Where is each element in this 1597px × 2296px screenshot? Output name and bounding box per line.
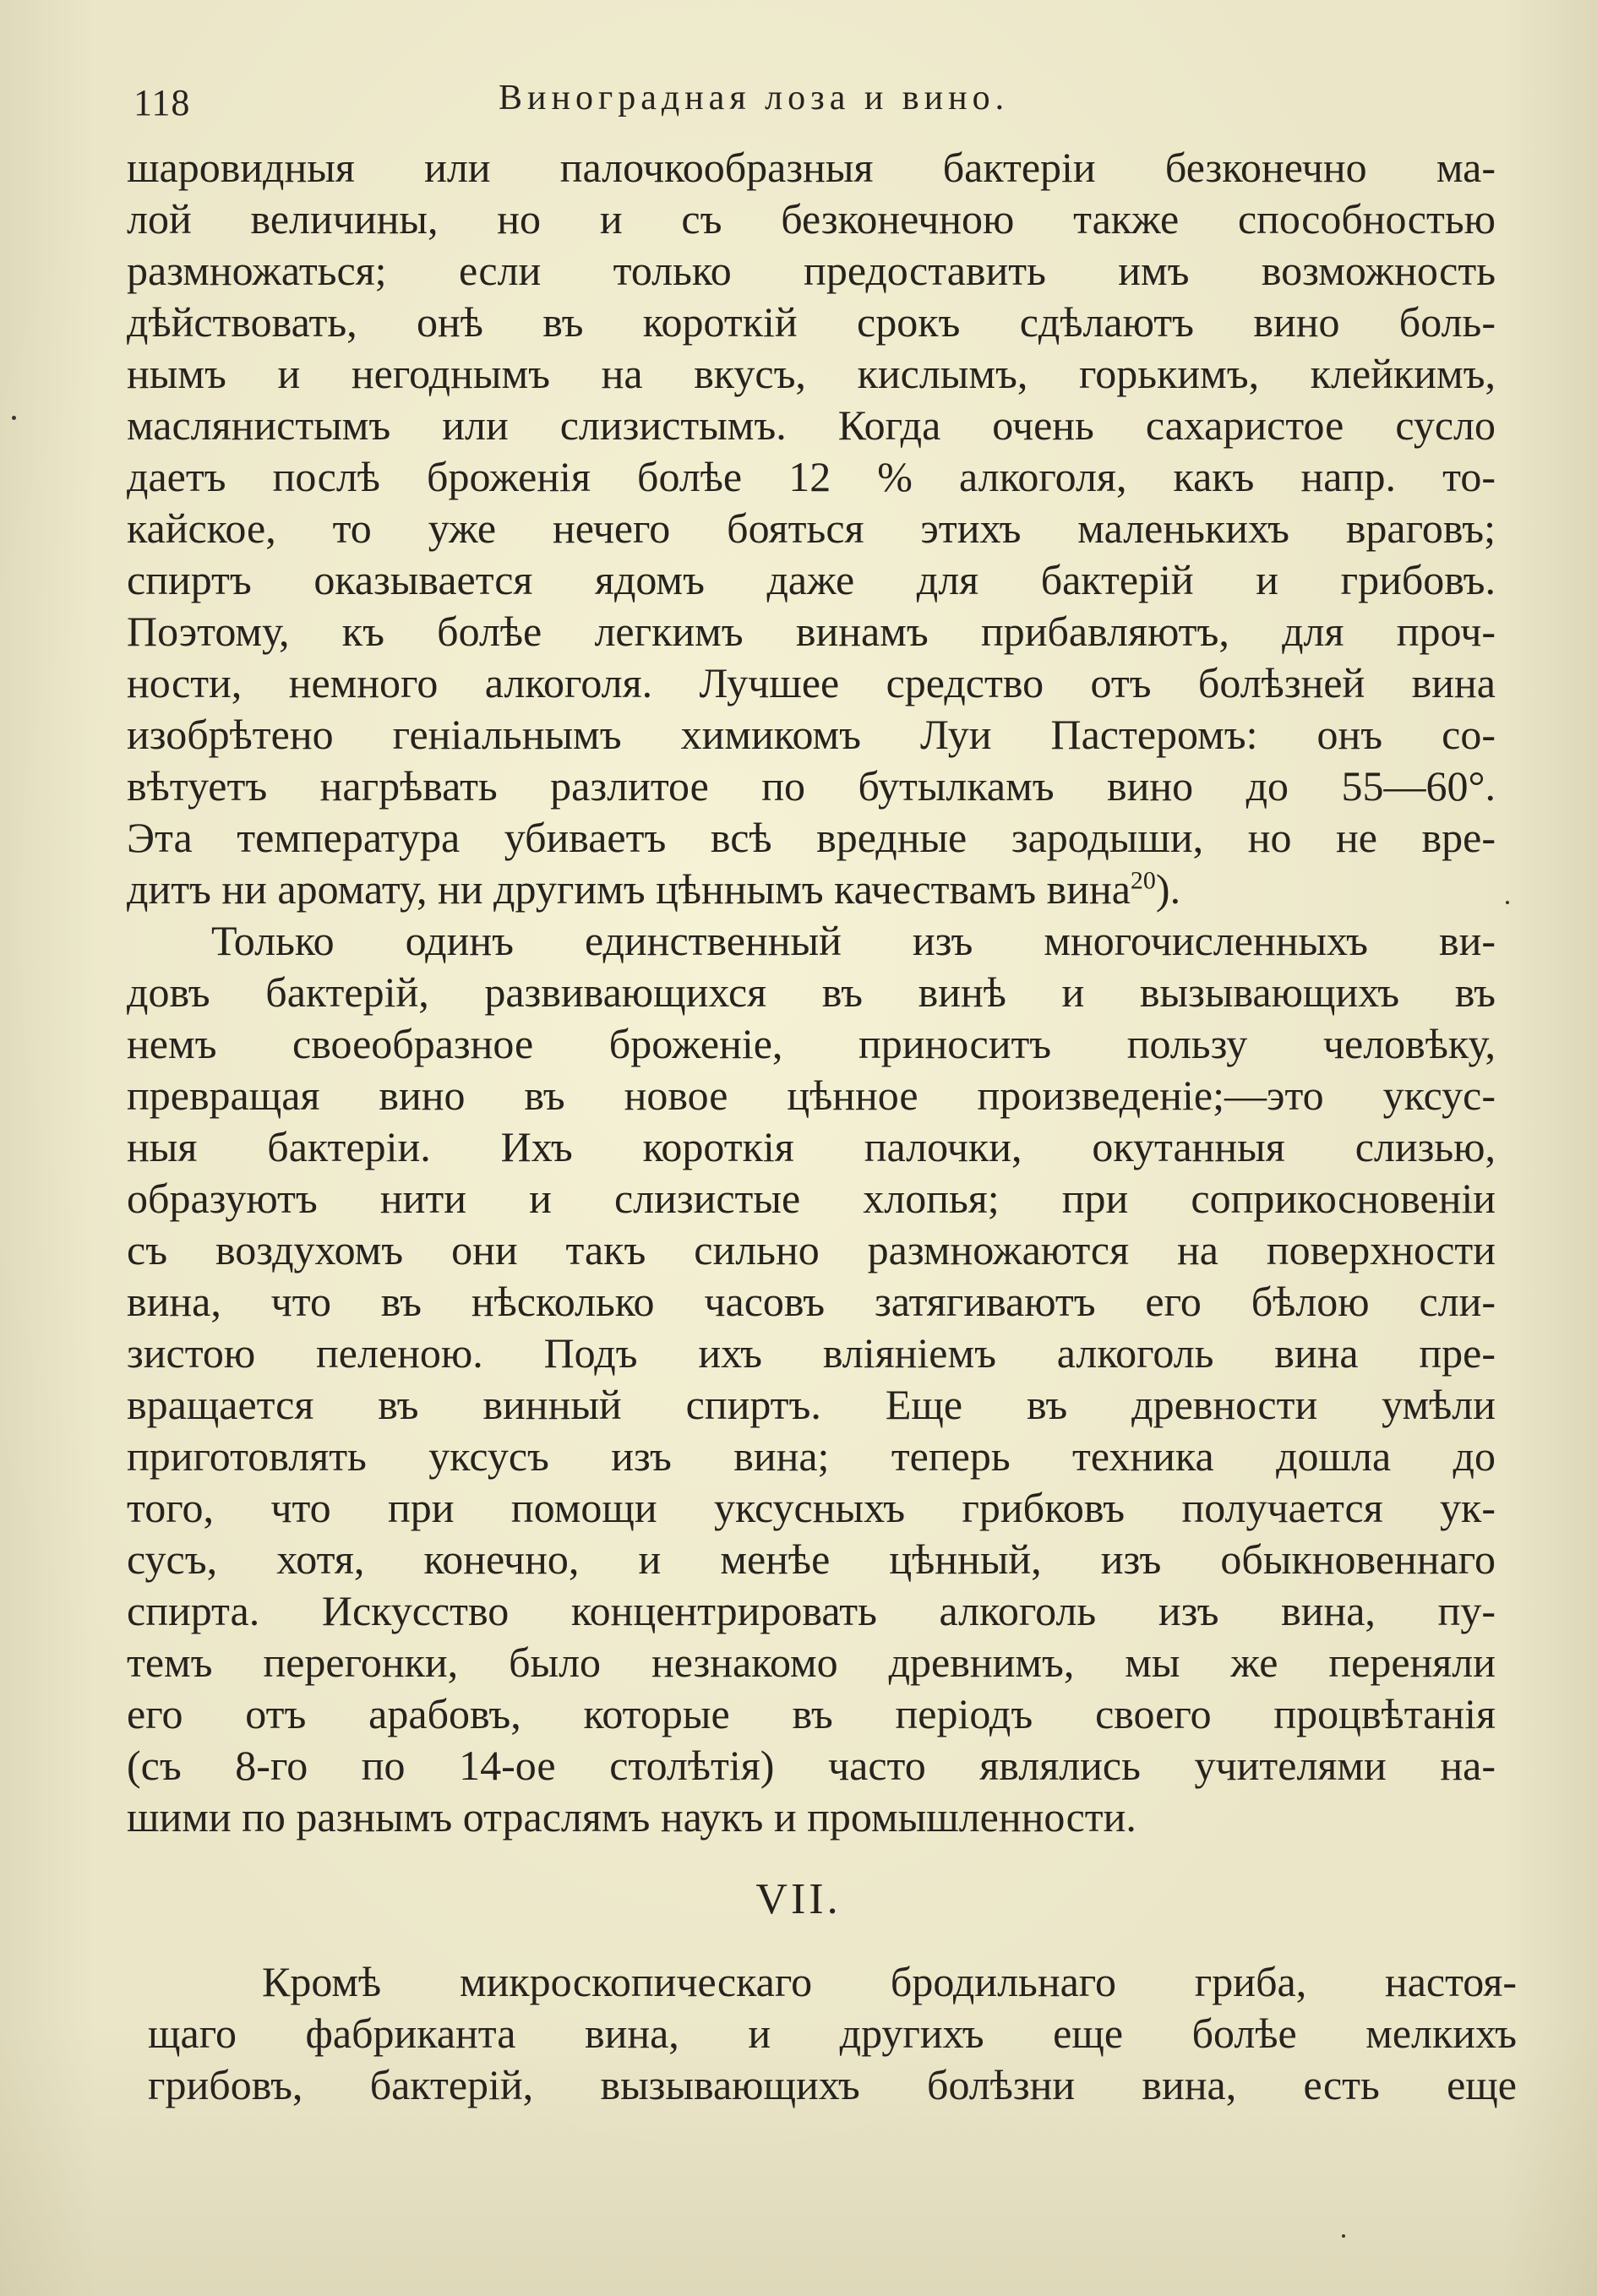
text-line: немъ своеобразное броженіе, приноситъ пользу человѣку, xyxy=(127,1020,1496,1067)
text-line-last: шими по разнымъ отраслямъ наукъ и промышленности. xyxy=(127,1793,1136,1841)
text-line: ности, немного алкоголя. Лучшее средство отъ болѣзней вина xyxy=(127,659,1496,706)
text-line: съ воздухомъ они такъ сильно размножаются на поверхности xyxy=(127,1226,1496,1273)
page-header xyxy=(127,78,1513,128)
paper-speck xyxy=(12,416,16,420)
text-line: превращая вино въ новое цѣнное произведеніе;—это уксус- xyxy=(127,1072,1496,1119)
text-line: того, что при помощи уксусныхъ грибковъ получается ук- xyxy=(127,1484,1496,1531)
text-line: шаровидныя или палочкообразныя бактеріи безконечно ма- xyxy=(127,144,1496,191)
page-number: 118 xyxy=(134,82,191,123)
text-line: (съ 8-го по 14-ое столѣтія) часто являлись учителями на- xyxy=(127,1742,1496,1789)
text-line: вращается въ винный спиртъ. Еще въ древности умѣли xyxy=(127,1381,1496,1428)
footnote-reference[interactable]: 20 xyxy=(1130,866,1156,895)
text-line: дѣйствовать, онѣ въ короткій срокъ сдѣлаютъ вино боль- xyxy=(127,298,1496,346)
text-line: сусъ, хотя, конечно, и менѣе цѣнный, изъ обыкновеннаго xyxy=(127,1535,1496,1583)
text-line: щаго фабриканта вина, и другихъ еще болѣе мелкихъ xyxy=(148,2010,1517,2057)
text-line: лой величины, но и съ безконечною также способностью xyxy=(127,195,1496,243)
text-line: кайское, то уже нечего бояться этихъ маленькихъ враговъ; xyxy=(127,504,1496,552)
text-line-indented: Только одинъ единственный изъ многочисленныхъ ви- xyxy=(211,917,1496,964)
text-line: образуютъ нити и слизистые хлопья; при соприкосновеніи xyxy=(127,1175,1496,1222)
section-text xyxy=(148,1956,1517,2111)
text-line: нымъ и негоднымъ на вкусъ, кислымъ, горькимъ, клейкимъ, xyxy=(127,350,1496,397)
text-line-last-content: дитъ ни аромату, ни другимъ цѣннымъ качествамъ вина xyxy=(127,865,1131,913)
paragraph-2 xyxy=(127,915,1496,1843)
text-line: приготовлять уксусъ изъ вина; теперь техника дошла до xyxy=(127,1432,1496,1480)
text-line: ныя бактеріи. Ихъ короткія палочки, окутанныя слизью, xyxy=(127,1123,1496,1170)
paper-speck xyxy=(1342,2234,1345,2238)
text-line-last xyxy=(127,864,1496,915)
paper-speck xyxy=(1506,901,1509,904)
text-line: Эта температура убиваетъ всѣ вредные зародыши, но не вре- xyxy=(127,814,1496,861)
text-line: маслянистымъ или слизистымъ. Когда очень сахаристое сусло xyxy=(127,401,1496,449)
text-line: зистою пеленою. Подъ ихъ вліяніемъ алкоголь вина пре- xyxy=(127,1329,1496,1377)
text-line: спиртъ оказывается ядомъ даже для бактерій и грибовъ. xyxy=(127,556,1496,603)
paragraph-1 xyxy=(127,142,1496,915)
text-line-indented: Кромѣ микроскопическаго бродильнаго гриба, настоя- xyxy=(262,1958,1517,2005)
text-line: Поэтому, къ болѣе легкимъ винамъ прибавляютъ, для проч- xyxy=(127,608,1496,655)
text-line: грибовъ, бактерій, вызывающихъ болѣзни вина, есть еще xyxy=(148,2061,1517,2108)
text-line: его отъ арабовъ, которые въ періодъ своего процвѣтанія xyxy=(127,1690,1496,1737)
text-line: размножаться; если только предоставить имъ возможность xyxy=(127,247,1496,294)
text-line: вѣтуетъ нагрѣвать разлитое по бутылкамъ вино до 55—60°. xyxy=(127,762,1496,810)
section-heading: VII. xyxy=(755,1875,842,1923)
text-line: довъ бактерій, развивающихся въ винѣ и вызывающихъ въ xyxy=(127,968,1496,1016)
text-line: спирта. Искусство концентрировать алкоголь изъ вина, пу- xyxy=(127,1587,1496,1634)
text-line: изобрѣтено геніальнымъ химикомъ Луи Пастеромъ: онъ со- xyxy=(127,711,1496,758)
text-line: темъ перегонки, было незнакомо древнимъ, мы же переняли xyxy=(127,1639,1496,1686)
body-text xyxy=(127,142,1496,1843)
text-line: даетъ послѣ броженія болѣе 12 % алкоголя, какъ напр. то- xyxy=(127,453,1496,500)
text-line-last-tail: ). xyxy=(1155,865,1181,913)
text-line: вина, что въ нѣсколько часовъ затягиваютъ его бѣлою сли- xyxy=(127,1278,1496,1325)
running-title: Виноградная лоза и вино. xyxy=(499,79,1010,117)
